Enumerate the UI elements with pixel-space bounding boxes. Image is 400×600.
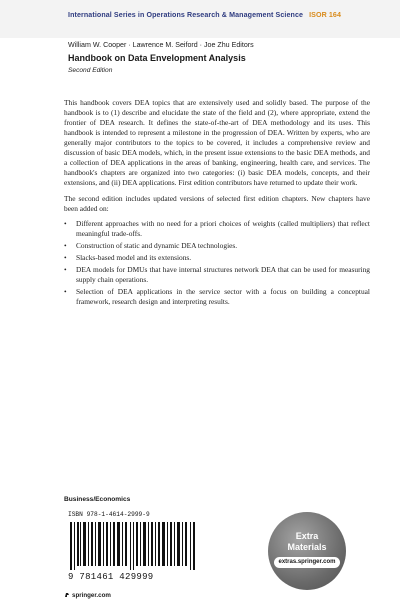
barcode-block: [64, 508, 206, 586]
blurb: [64, 98, 370, 309]
book-title: Handbook on Data Envelopment Analysis: [68, 53, 246, 63]
subject-category: Business/Economics: [64, 496, 131, 503]
series-heading: [68, 11, 398, 19]
new-chapters-list: [64, 219, 370, 307]
list-item: [64, 241, 370, 251]
list-item-text: Slacks-based model and its extensions.: [76, 253, 192, 263]
isbn: ISBN 978-1-4614-2999-9: [68, 511, 150, 518]
bullet-icon: •: [64, 265, 67, 275]
publisher-url: springer.com: [72, 592, 111, 599]
badge-url[interactable]: extras.springer.com: [274, 557, 340, 568]
bullet-icon: •: [64, 219, 67, 229]
barcode-icon: [70, 522, 200, 570]
springer-horse-icon: [64, 592, 70, 598]
edition-label: Second Edition: [68, 67, 113, 74]
list-item: [64, 253, 370, 263]
bullet-icon: •: [64, 253, 67, 263]
list-item-text: Selection of DEA applications in the service sector with a focus on building a conceptual framework, research design and interpreting results.: [76, 287, 370, 307]
series-bar: [0, 0, 400, 38]
extra-materials-badge[interactable]: [268, 512, 346, 590]
bullet-icon: •: [64, 241, 67, 251]
publisher-link[interactable]: [64, 592, 111, 599]
bullet-icon: •: [64, 287, 67, 297]
barcode-number: 9 781461 429999: [68, 572, 154, 582]
list-item-text: DEA models for DMUs that have internal structures network DEA that can be used for measuring supply chain operations.: [76, 265, 370, 285]
blurb-paragraph-1: This handbook covers DEA topics that are extensively used and solidly based. The purpose of the handbook is to (1) describe and elucidate the state of the field and (2), where appropriate, extend the frontier of DEA research. It defines the state-of-the-art of DEA methodology and its uses. This handbook is intended to represent a milestone in the progression of DEA. Written by experts, who are generally major contributors to the topics to be covered, it includes a comprehensive review and discussion of basic DEA models, which, in the present issue extensions to the basic DEA methods, and a collection of DEA applications in the areas of banking, engineering, health care, and services. The handbook's chapters are organized into two categories: (i) basic DEA models, concepts, and their extensions, and (ii) DEA applications. First edition contributors have returned to update their work.: [64, 98, 370, 187]
badge-line-1: Extra: [295, 531, 319, 541]
badge-line-2: Materials: [287, 542, 327, 552]
list-item: [64, 219, 370, 239]
list-item: [64, 287, 370, 307]
series-name: International Series in Operations Research & Management Science: [68, 11, 304, 19]
list-item-text: Construction of static and dynamic DEA technologies.: [76, 241, 238, 251]
isor-number: ISOR 164: [309, 11, 342, 19]
editors-line: William W. Cooper · Lawrence M. Seiford · Joe Zhu Editors: [68, 41, 254, 49]
blurb-paragraph-2: The second edition includes updated versions of selected first edition chapters. New chapters have been added on:: [64, 193, 370, 213]
list-item-text: Different approaches with no need for a priori choices of weights (called multipliers) that reflect meaningful trade-offs.: [76, 219, 370, 239]
list-item: [64, 265, 370, 285]
